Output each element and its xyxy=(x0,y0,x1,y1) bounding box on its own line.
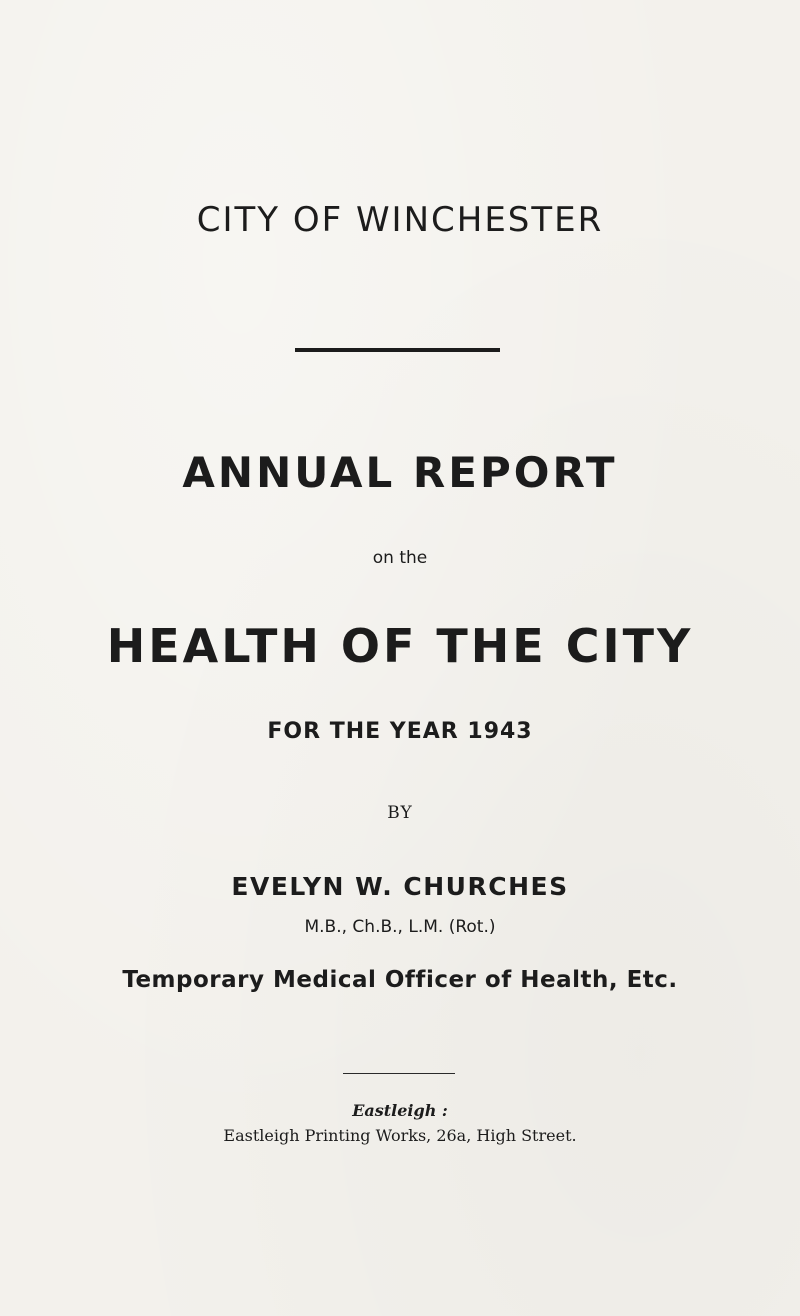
report-period: FOR THE YEAR 1943 xyxy=(267,719,533,744)
printer-town: Eastleigh : xyxy=(352,1101,448,1120)
city-title: CITY OF WINCHESTER xyxy=(196,200,604,240)
printer-address: Eastleigh Printing Works, 26a, High Street. xyxy=(223,1126,577,1145)
by-line: BY xyxy=(387,803,413,823)
printer-divider xyxy=(343,1073,455,1074)
report-subject: HEALTH OF THE CITY xyxy=(106,619,694,673)
author-name: EVELYN W. CHURCHES xyxy=(231,872,569,901)
author-role: Temporary Medical Officer of Health, Etc. xyxy=(122,967,678,993)
author-qualifications: M.B., Ch.B., L.M. (Rot.) xyxy=(304,917,496,937)
title-divider xyxy=(295,348,500,352)
connector-text: on the xyxy=(372,548,428,568)
report-title: ANNUAL REPORT xyxy=(182,448,618,497)
